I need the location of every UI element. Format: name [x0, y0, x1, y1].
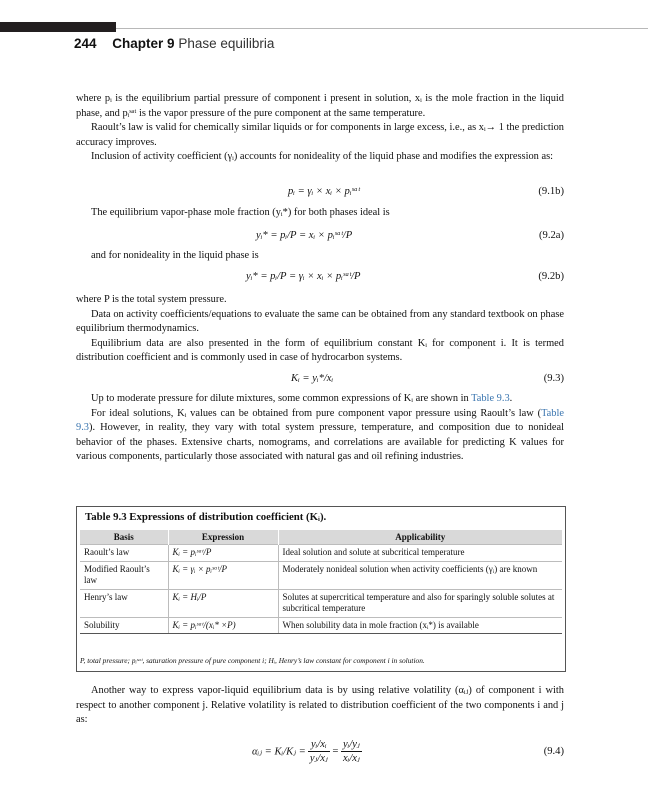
text-block-2 [76, 206, 564, 221]
equation-equals: = [331, 746, 339, 757]
equation-formula: Kᵢ = yᵢ*/xᵢ [291, 373, 334, 384]
paragraph: and for nonideality in the liquid phase is [91, 250, 259, 261]
table-footnote: P, total pressure; pᵢˢᵃᵗ, saturation pressure of pure component i; Hᵢ, Henry’s law constant for component i in solution. [80, 656, 425, 665]
paragraph [76, 407, 564, 465]
paragraph [76, 392, 564, 407]
cell-applicability: Ideal solution and solute at subcritical temperature [278, 545, 562, 562]
table-title: Table 9.3 Expressions of distribution coefficient (Kᵢ). [85, 511, 327, 523]
equation-9-2b [76, 271, 564, 287]
header-expression: Expression [168, 530, 278, 545]
text-block-1 [76, 92, 564, 165]
table-row [80, 561, 562, 589]
equation-number: (9.1b) [538, 186, 564, 197]
chapter-title: Phase equilibria [178, 36, 275, 51]
cell-expression: Kᵢ = pᵢˢᵃᵗ/P [168, 545, 278, 562]
header-rule [116, 28, 648, 29]
table-9-3-link[interactable]: Table 9.3 [76, 407, 564, 433]
page-header [74, 36, 274, 51]
cell-applicability: Solutes at supercritical temperature and also for sparingly soluble solutes at subcritical temperature [278, 589, 562, 617]
table-grid [80, 530, 562, 634]
equation-lhs: αᵢⱼ = Kᵢ/Kⱼ = [252, 746, 306, 758]
table-9-3 [76, 506, 566, 672]
table-row [80, 545, 562, 562]
fraction [341, 738, 362, 765]
cell-applicability: When solubility data in mole fraction (xᵢ*) is available [278, 617, 562, 634]
paragraph: Data on activity coefficients/equations to evaluate the same can be obtained from any standard textbook on phase equilibrium thermodynamics. [76, 308, 564, 334]
text-block-6 [76, 684, 564, 728]
paragraph: Inclusion of activity coefficient (γᵢ) accounts for nonideality of the liquid phase and modifies the expression as: [91, 151, 554, 162]
equation-formula: yᵢ* = pᵢ/P = γᵢ × xᵢ × pᵢˢᵃᵗ/P [246, 271, 361, 282]
cell-basis: Solubility [80, 617, 168, 634]
cell-basis: Modified Raoult’s law [80, 561, 168, 589]
paragraph-text: . [509, 393, 513, 404]
table-row [80, 589, 562, 617]
paragraph: where pᵢ is the equilibrium partial pressure of component i present in solution, xᵢ is the mole fraction in the liquid phase, and pᵢˢᵃᵗ is the vapor pressure of the pure component at the same temperature. [76, 93, 564, 119]
text-block-5 [76, 392, 564, 465]
chapter-label: Chapter 9 [112, 36, 175, 51]
header-bar [0, 22, 116, 32]
fraction-denominator: yⱼ/xⱼ [309, 753, 328, 764]
table-9-3-link[interactable]: Table 9.3 [471, 393, 510, 404]
equation-formula: pᵢ = γᵢ × xᵢ × pᵢˢᵃᵗ [288, 186, 360, 197]
fraction-numerator: yᵢ/yⱼ [342, 739, 360, 750]
header-applicability: Applicability [278, 530, 562, 545]
fraction [308, 738, 330, 765]
paragraph-text: For ideal solutions, Kᵢ values can be obtained from pure component vapor pressure using Raoult’s law ( [91, 407, 542, 419]
paragraph: Equilibrium data are also presented in the form of equilibrium constant Kᵢ for component i. It is termed distribution coefficient and is commonly used in case of hydrocarbon systems. [76, 337, 564, 363]
equation-number: (9.2a) [539, 230, 564, 241]
header-basis: Basis [80, 530, 168, 545]
cell-expression: Kᵢ = pᵢˢᵃᵗ/(xᵢ* ×P) [168, 617, 278, 634]
paragraph: The equilibrium vapor-phase mole fraction (yᵢ*) for both phases ideal is [91, 207, 390, 218]
paragraph: Raoult’s law is valid for chemically similar liquids or for components in large excess, i.e., as xᵢ→ 1 the prediction accuracy improves. [76, 122, 564, 148]
fraction-numerator: yᵢ/xᵢ [308, 738, 330, 752]
equation-formula: yᵢ* = pᵢ/P = xᵢ × pᵢˢᵃᵗ/P [256, 230, 353, 241]
paragraph: Another way to express vapor-liquid equilibrium data is by using relative volatility (αᵢⱼ) of component i with respect to another component j. Relative volatility is related to distribution coefficient of the two components i and j as: [76, 685, 564, 725]
table-header-row [80, 530, 562, 545]
equation-formula [252, 738, 364, 765]
cell-basis: Henry’s law [80, 589, 168, 617]
text-block-4 [76, 293, 564, 366]
equation-9-2a [76, 230, 564, 246]
cell-basis: Raoult’s law [80, 545, 168, 562]
paragraph-text: ). However, in reality, they vary with total system pressure, temperature, and composition due to nonideal behavior of the phases. Extensive charts, nomograms, and correlations are available for predicting K values for various components, particularly those associated with natural gas and oil refining industries. [76, 422, 564, 462]
cell-applicability: Moderately nonideal solution when activity coefficients (γᵢ) are known [278, 561, 562, 589]
cell-expression: Kᵢ = Hᵢ/P [168, 589, 278, 617]
text-block-3 [76, 249, 564, 264]
table-row [80, 617, 562, 634]
equation-number: (9.2b) [538, 271, 564, 282]
paragraph-text: Up to moderate pressure for dilute mixtures, some common expressions of Kᵢ are shown in [91, 393, 472, 404]
cell-expression: Kᵢ = γᵢ × pᵢˢᵃᵗ/P [168, 561, 278, 589]
equation-number: (9.4) [543, 746, 564, 757]
equation-number: (9.3) [543, 373, 564, 384]
equation-9-1b [76, 186, 564, 202]
equation-9-4 [76, 738, 564, 770]
paragraph: where P is the total system pressure. [76, 294, 227, 305]
page-number: 244 [74, 36, 97, 51]
fraction-denominator: xᵢ/xⱼ [342, 753, 360, 764]
equation-9-3 [76, 373, 564, 389]
